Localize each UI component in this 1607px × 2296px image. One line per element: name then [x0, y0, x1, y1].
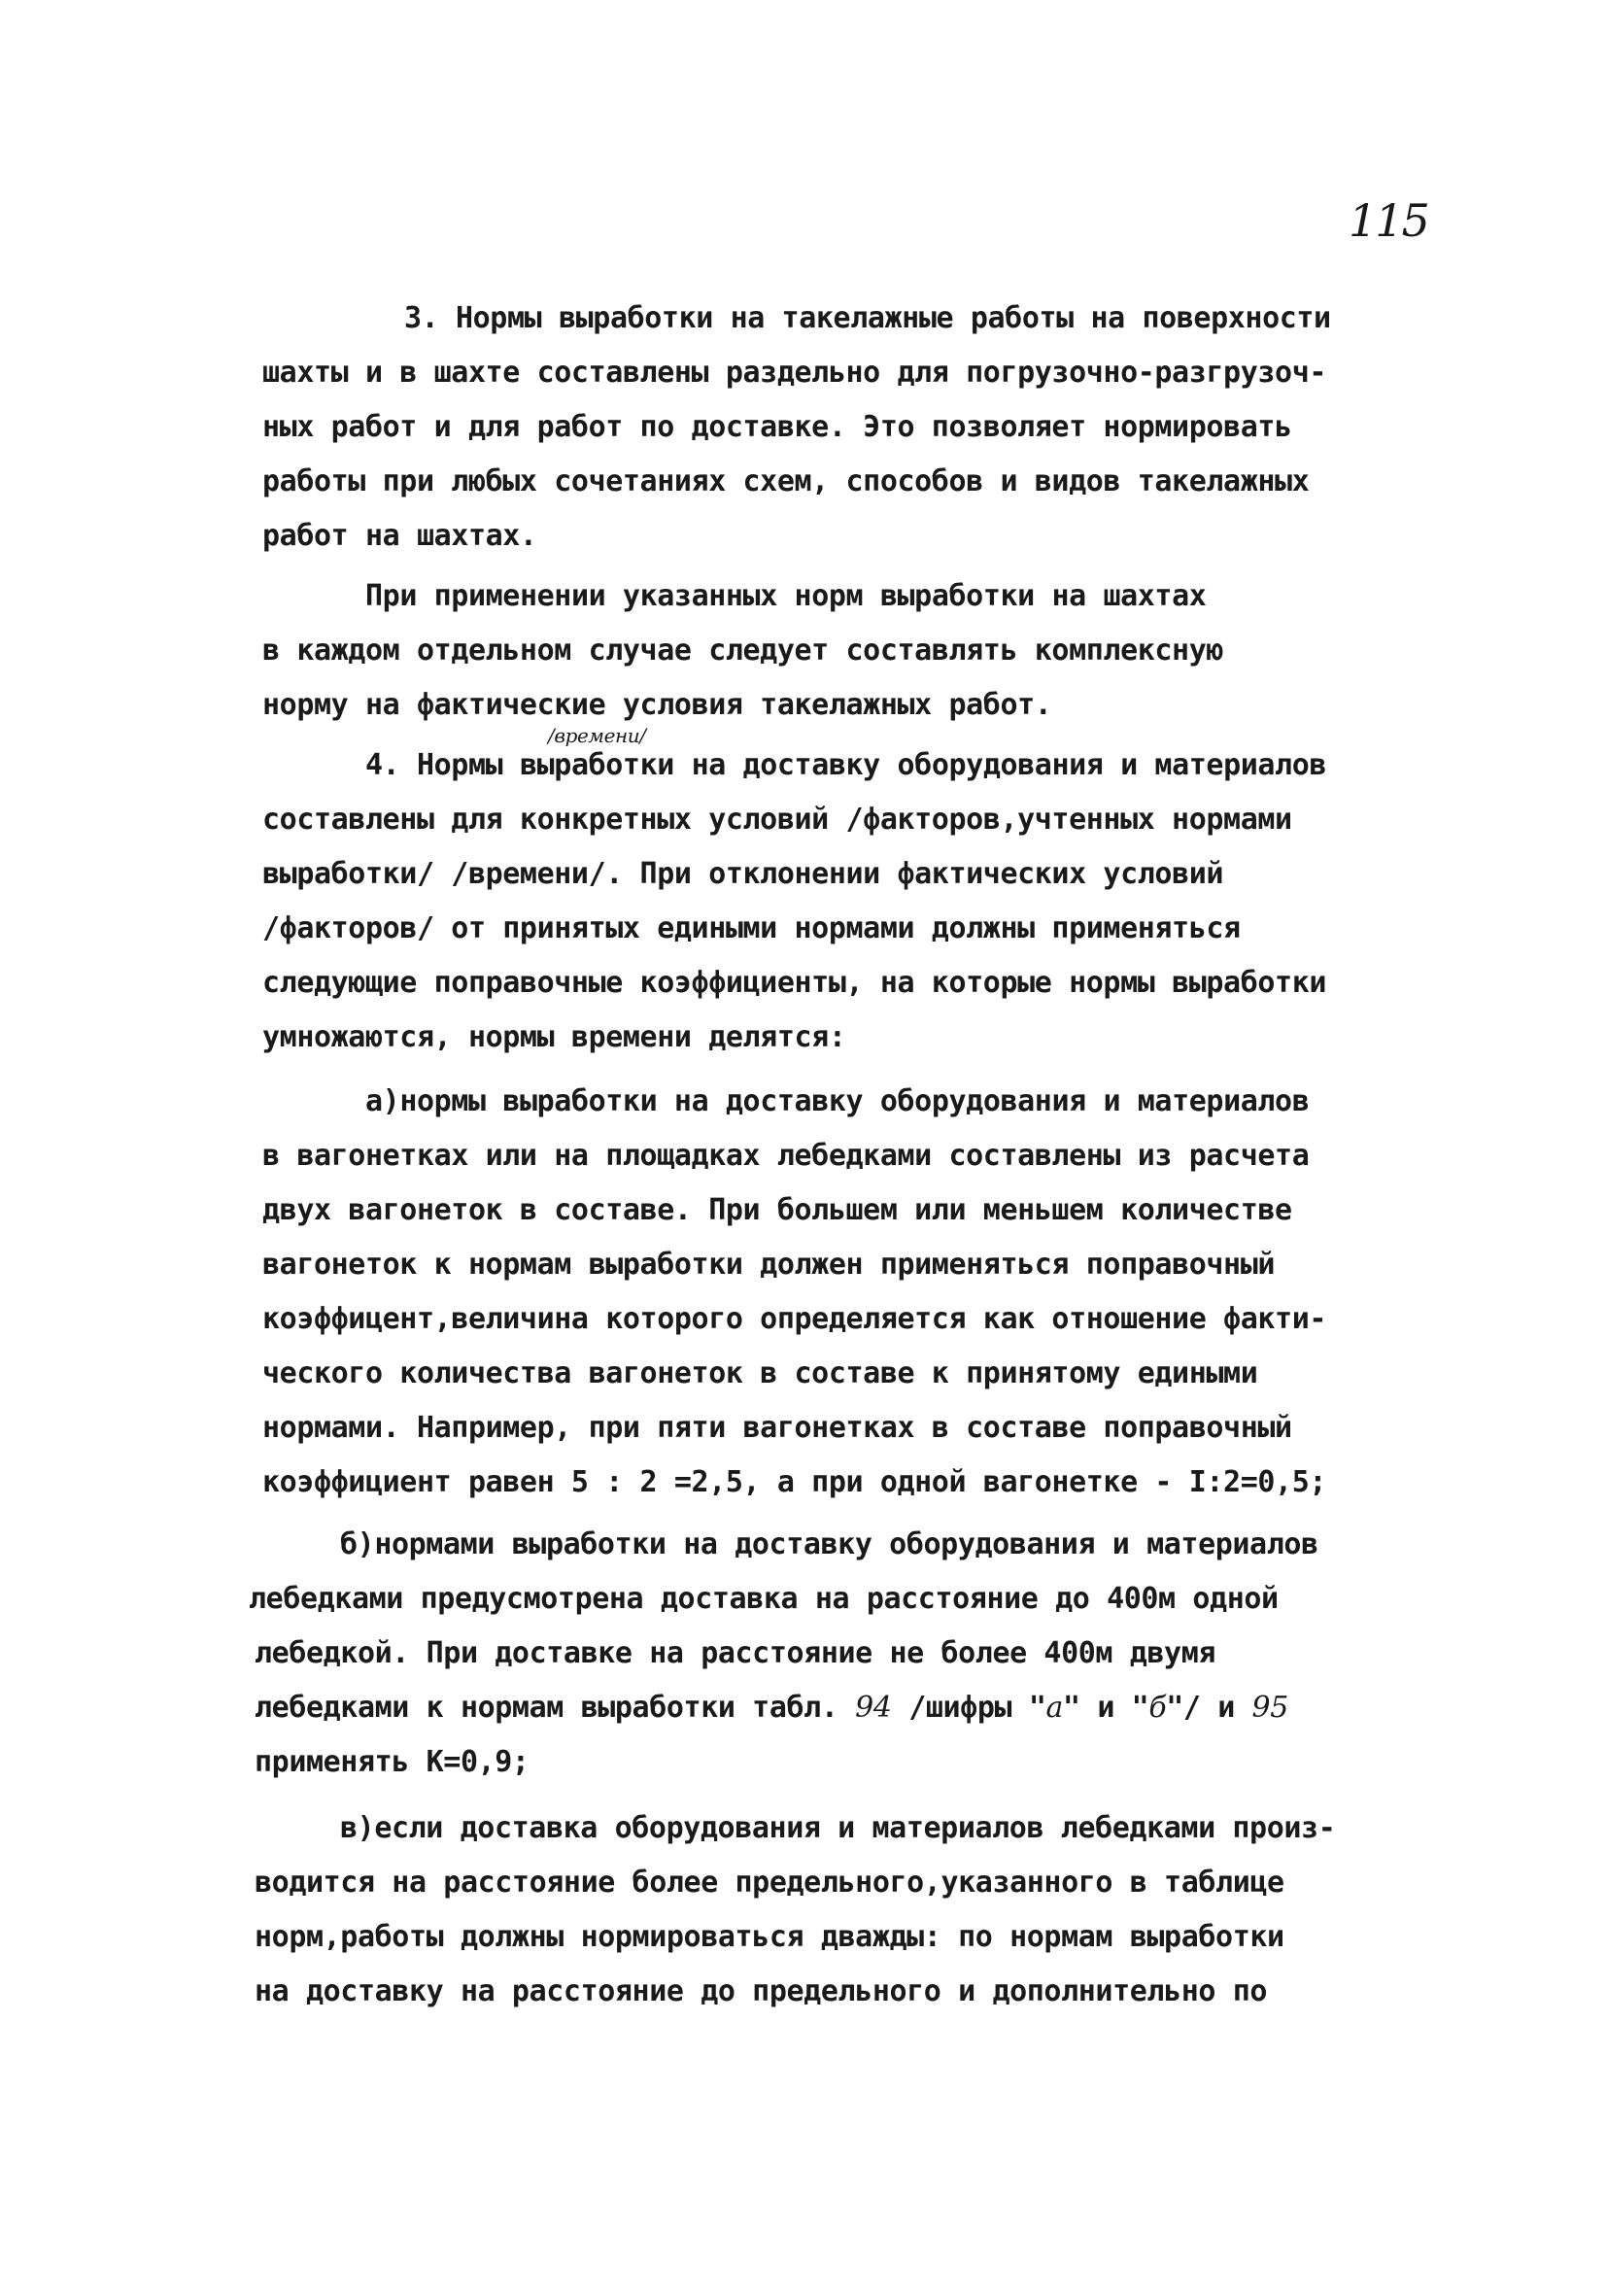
text-line: коэффициент равен 5 : 2 =2,5, а при одной вагонетке - I:2=0,5;	[262, 1465, 1327, 1499]
text-line: вагонеток к нормам выработки должен применяться поправочный	[262, 1248, 1276, 1282]
text-line: следующие поправочные коэффициенты, на которые нормы выработки	[262, 966, 1327, 1000]
text-line: 3. Нормы выработки на такелажные работы на поверхности	[404, 301, 1331, 335]
text-line: /факторов/ от принятых едиными нормами должны применяться	[262, 911, 1241, 945]
text-line: а)нормы выработки на доставку оборудования и материалов	[365, 1084, 1310, 1118]
text-line: нормами. Например, при пяти вагонетках в составе поправочный	[262, 1411, 1292, 1445]
text-line: на доставку на расстояние до предельного и дополнительно по	[255, 1974, 1268, 2008]
text-line: работ на шахтах.	[262, 519, 537, 553]
text-segment: лебедками к нормам выработки табл.	[255, 1691, 856, 1725]
text-line: водится на расстояние более предельного,указанного в таблице	[255, 1866, 1284, 1900]
text-line: в вагонетках или на площадках лебедками составлены из расчета	[262, 1139, 1310, 1173]
code-letter: а	[1045, 1691, 1063, 1725]
table-number: 94	[855, 1691, 892, 1725]
text-line: двух вагонеток в составе. При большем или меньшем количестве	[262, 1193, 1292, 1227]
text-line: коэффицент,величина которого определяется как отношение факти-	[262, 1302, 1327, 1336]
text-segment: " и "	[1063, 1691, 1149, 1725]
text-line: выработки/ /времени/. При отклонении фактических условий	[262, 857, 1224, 891]
code-letter: б	[1148, 1691, 1167, 1725]
text-line: составлены для конкретных условий /факторов,учтенных нормами	[262, 803, 1292, 837]
text-line: норму на фактические условия такелажных работ.	[262, 688, 1052, 722]
text-line: работы при любых сочетаниях схем, способов и видов такелажных	[262, 464, 1310, 498]
page-number: 115	[1349, 194, 1428, 247]
text-line: норм,работы должны нормироваться дважды: по нормам выработки	[255, 1920, 1284, 1954]
handwritten-annotation: /времени/	[548, 724, 646, 747]
text-line: б)нормами выработки на доставку оборудования и материалов	[340, 1527, 1318, 1561]
text-line: в)если доставка оборудования и материалов лебедками произ-	[340, 1811, 1336, 1845]
text-line: ных работ и для работ по доставке. Это позволяет нормировать	[262, 410, 1292, 444]
text-line: ческого количества вагонеток в составе к принятому едиными	[262, 1356, 1258, 1390]
text-line: применять К=0,9;	[255, 1745, 530, 1779]
text-line: умножаются, нормы времени делятся:	[262, 1020, 846, 1054]
table-number: 95	[1251, 1691, 1288, 1725]
text-line: лебедкой. При доставке на расстояние не более 400м двумя	[255, 1636, 1216, 1670]
text-segment: "/ и	[1166, 1691, 1252, 1725]
text-line: 4. Нормы выработки на доставку оборудования и материалов	[365, 748, 1327, 782]
text-line: в каждом отдельном случае следует составлять комплексную	[262, 634, 1224, 668]
text-line: шахты и в шахте составлены раздельно для погрузочно-разгрузоч-	[262, 356, 1327, 390]
text-line: лебедками предусмотрена доставка на расстояние до 400м одной	[249, 1582, 1279, 1616]
text-line	[255, 1681, 1288, 1735]
text-segment: /шифры "	[891, 1691, 1046, 1725]
text-line: При применении указанных норм выработки на шахтах	[365, 579, 1207, 613]
